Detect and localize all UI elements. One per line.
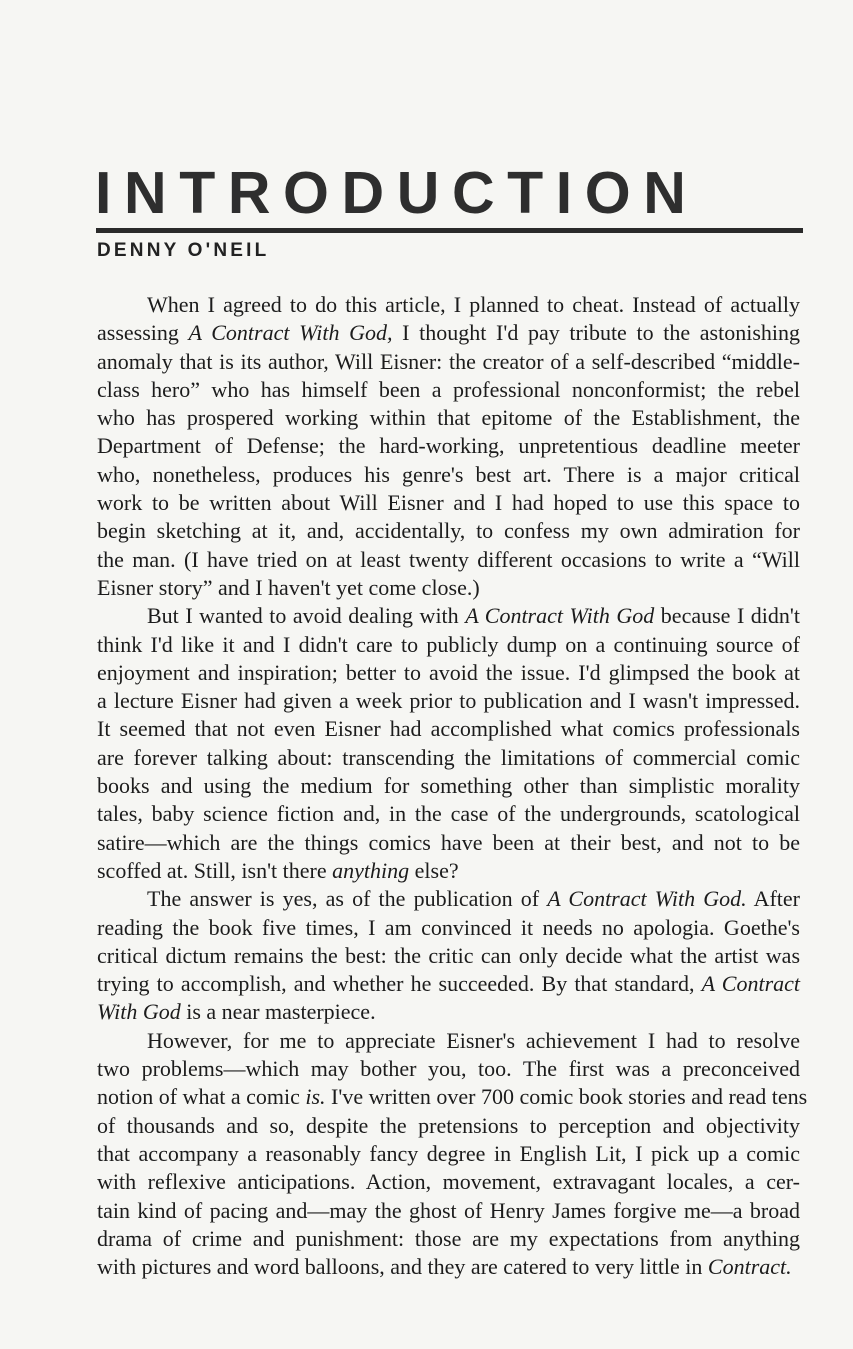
text-line <box>97 631 800 659</box>
text-run: However, for me to appreciate Eisner's achievement I had to resolve <box>147 1027 800 1053</box>
text-line <box>97 376 800 404</box>
text-run: with pictures and word balloons, and they are catered to very little in <box>97 1254 708 1280</box>
text-run: the man. (I have tried on at least twenty different occasions to write a “Will <box>97 546 800 572</box>
italic-text: is. <box>305 1084 326 1110</box>
text-run: two problems—which may bother you, too. The first was a preconceived <box>97 1056 800 1082</box>
text-line <box>97 291 800 319</box>
text-run: I thought I'd pay tribute to the astonishing <box>392 320 801 346</box>
italic-text: A Contract With God <box>465 603 655 629</box>
text-line <box>97 800 800 828</box>
text-run: reading the book five times, I am convinced it needs no apologia. Goethe's <box>97 914 800 940</box>
text-run: with reflexive anticipations. Action, movement, extravagant locales, a cer- <box>97 1169 800 1195</box>
text-run: else? <box>409 857 459 883</box>
italic-text: A Contract <box>701 971 801 997</box>
text-run: trying to accomplish, and whether he succeeded. By that standard, <box>97 971 702 997</box>
text-run: are forever talking about: transcending the limitations of commercial comic <box>97 744 800 770</box>
text-run: The answer is yes, as of the publication of <box>147 886 548 912</box>
text-run: critical dictum remains the best: the critic can only decide what the artist was <box>97 942 800 968</box>
text-run: I've written over 700 comic book stories and read tens <box>325 1084 808 1110</box>
text-run: begin sketching at it, and, accidentally, to confess my own admiration for <box>97 518 800 544</box>
text-line <box>97 998 800 1026</box>
text-line <box>97 914 800 942</box>
text-line <box>97 1168 800 1196</box>
italic-text: With God <box>97 999 181 1025</box>
author-name: DENNY O'NEIL <box>97 240 270 261</box>
text-run: work to be written about Will Eisner and I had hoped to use this space to <box>97 490 800 516</box>
text-line <box>97 517 800 545</box>
text-run: who, nonetheless, produces his genre's best art. There is a major critical <box>97 461 800 487</box>
text-run: tain kind of pacing and—may the ghost of Henry James forgive me—a broad <box>97 1197 800 1223</box>
paragraph <box>97 291 800 602</box>
text-line <box>97 348 800 376</box>
text-line <box>97 857 800 885</box>
text-line <box>97 970 800 998</box>
text-line <box>97 432 800 460</box>
text-line <box>97 1140 800 1168</box>
text-run: Department of Defense; the hard-working, unpretentious deadline meeter <box>97 433 800 459</box>
text-run: a lecture Eisner had given a week prior to publication and I wasn't impressed. <box>97 688 800 714</box>
text-run: books and using the medium for something other than simplistic morality <box>97 773 800 799</box>
text-line <box>97 1055 800 1083</box>
text-run: Eisner story” and I haven't yet come close.) <box>97 574 480 600</box>
paragraph <box>97 1027 808 1282</box>
text-line <box>97 489 800 517</box>
text-line <box>97 885 800 913</box>
text-run: notion of what a comic <box>97 1084 306 1110</box>
text-run: anomaly that is its author, Will Eisner: the creator of a self-described “middle- <box>97 348 800 374</box>
italic-text: A Contract With God, <box>188 320 393 346</box>
text-line <box>97 1225 800 1253</box>
paragraph <box>97 885 800 1026</box>
text-line <box>97 404 800 432</box>
text-line <box>97 1112 800 1140</box>
text-run: But I wanted to avoid dealing with <box>147 603 466 629</box>
text-run: think I'd like it and I didn't care to publicly dump on a continuing source of <box>97 631 800 657</box>
text-line <box>97 1253 800 1281</box>
text-run: because I didn't <box>654 603 800 629</box>
text-line <box>97 744 800 772</box>
text-line <box>97 659 800 687</box>
italic-text: anything <box>332 857 410 883</box>
paragraph <box>97 602 800 885</box>
text-run: tales, baby science fiction and, in the case of the undergrounds, scatological <box>97 801 800 827</box>
text-line <box>97 1027 800 1055</box>
title-rule <box>96 228 803 233</box>
text-run: class hero” who has himself been a professional nonconformist; the rebel <box>97 376 800 402</box>
text-run: assessing <box>97 320 189 346</box>
text-line <box>97 715 800 743</box>
text-run: After <box>746 886 801 912</box>
text-run: drama of crime and punishment: those are my expectations from anything <box>97 1225 800 1251</box>
text-line <box>97 829 800 857</box>
text-run: who has prospered working within that epitome of the Establishment, the <box>97 405 800 431</box>
text-line <box>97 772 800 800</box>
text-line <box>97 602 800 630</box>
text-run: that accompany a reasonably fancy degree in English Lit, I pick up a comic <box>97 1140 800 1166</box>
italic-text: Contract. <box>707 1254 792 1280</box>
text-run: When I agreed to do this article, I planned to cheat. Instead of actually <box>147 292 800 317</box>
text-line <box>97 461 800 489</box>
text-line <box>97 574 800 602</box>
article-body <box>97 291 808 1281</box>
text-line <box>97 942 800 970</box>
text-run: enjoyment and inspiration; better to avoid the issue. I'd glimpsed the book at <box>97 659 800 685</box>
italic-text: A Contract With God. <box>547 886 747 912</box>
text-run: is a near masterpiece. <box>180 999 376 1025</box>
text-line <box>97 1083 808 1111</box>
text-line <box>97 1197 800 1225</box>
text-line <box>97 319 800 347</box>
text-run: of thousands and so, despite the pretensions to perception and objectivity <box>97 1112 800 1138</box>
text-line <box>97 546 800 574</box>
text-run: It seemed that not even Eisner had accomplished what comics professionals <box>97 716 800 742</box>
text-run: satire—which are the things comics have been at their best, and not to be <box>97 829 800 855</box>
text-run: scoffed at. Still, isn't there <box>97 857 333 883</box>
text-line <box>97 687 800 715</box>
page-title: INTRODUCTION <box>95 160 699 226</box>
